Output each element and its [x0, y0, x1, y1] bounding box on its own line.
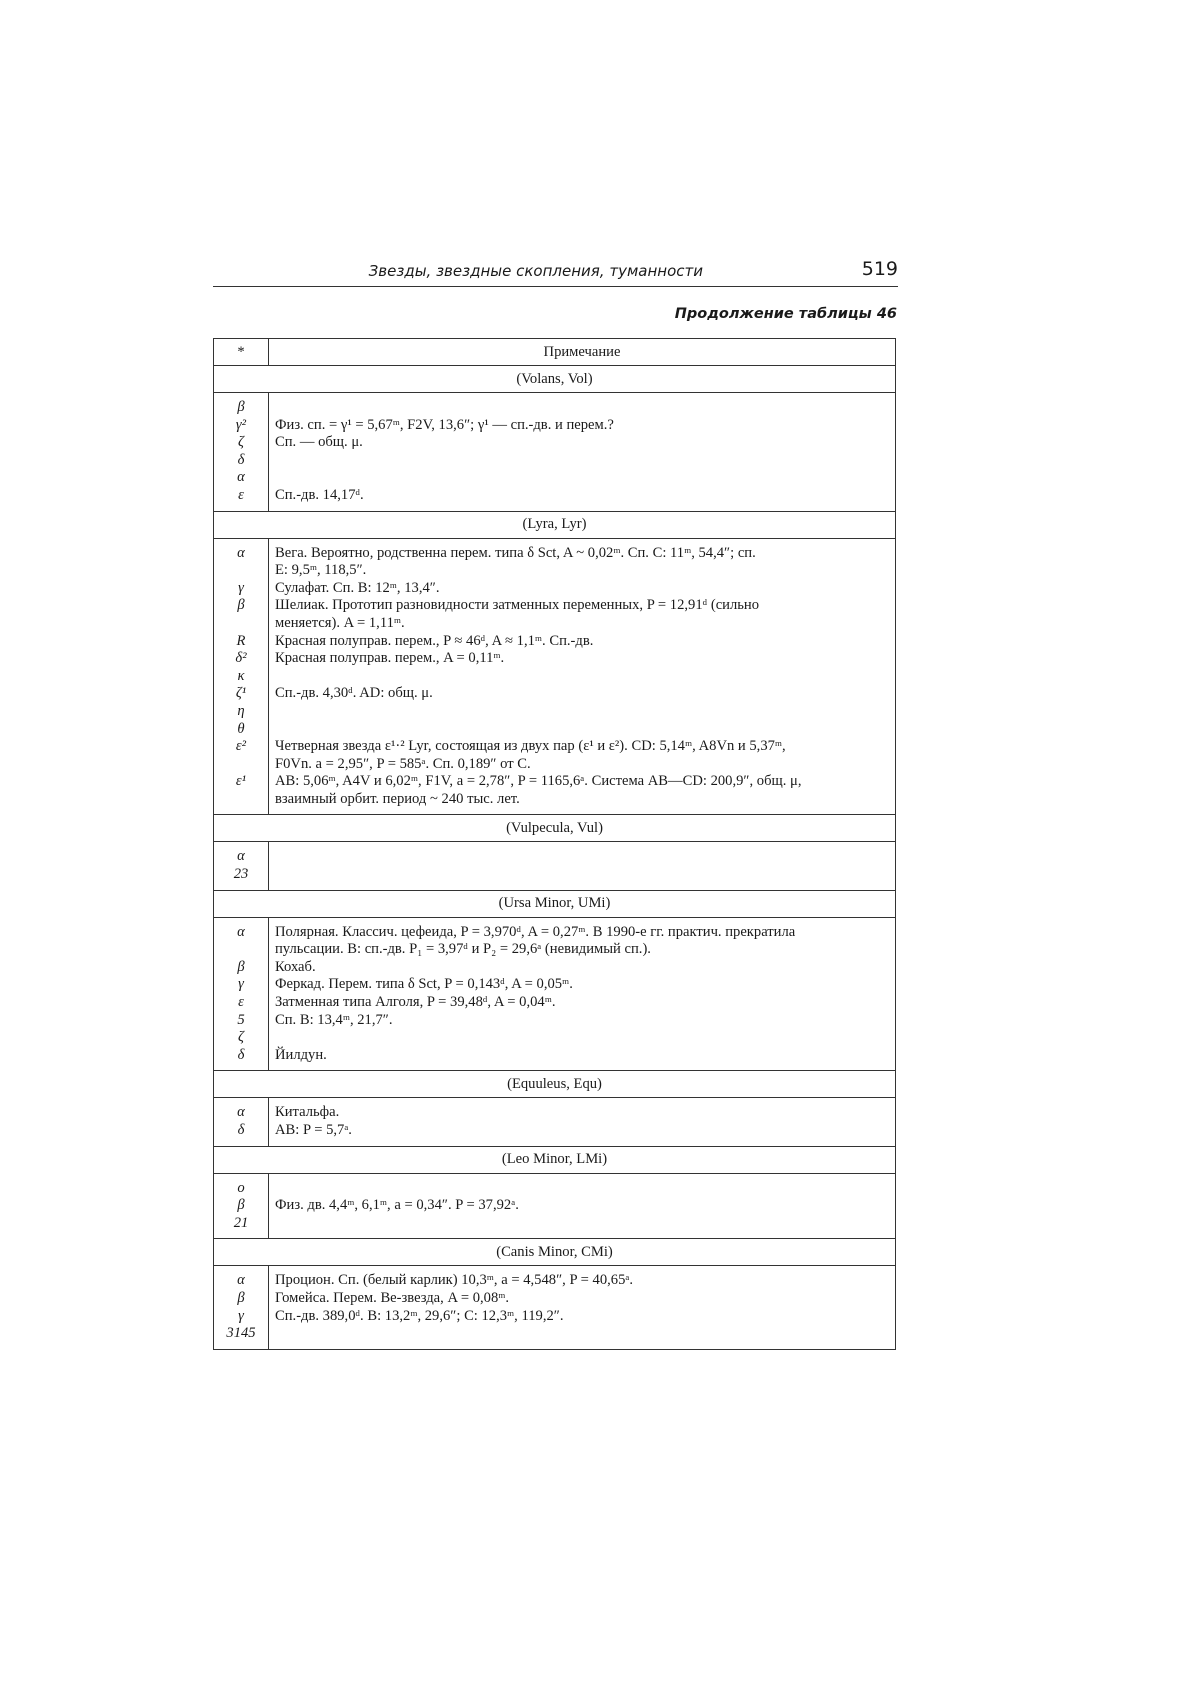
- star-designation: θ: [237, 720, 245, 737]
- star-column-cell: [214, 1173, 269, 1239]
- star-designation: α: [237, 923, 245, 940]
- star-designation: ε: [238, 994, 244, 1011]
- running-head-title: Звезды, звездные скопления, туманности: [368, 262, 703, 280]
- star-note: [269, 1215, 895, 1233]
- star-note: AB: 5,06ᵐ, A4V и 6,02ᵐ, F1V, a = 2,78″, P = 1165,6ᵃ. Система AB—CD: 200,9″, общ. μ,: [275, 773, 802, 790]
- star-designation: γ: [238, 579, 244, 596]
- constellation-header-row: [214, 511, 896, 538]
- star-designation: γ: [238, 976, 244, 993]
- star-column-cell: [214, 538, 269, 815]
- constellation-title: (Lyra, Lyr): [214, 511, 896, 538]
- star-note: Физ. сп. = γ¹ = 5,67ᵐ, F2V, 13,6″; γ¹ — сп.-дв. и перем.?: [275, 416, 614, 433]
- star-note: меняется). A = 1,11ᵐ.: [275, 614, 405, 631]
- star-designation: ε²: [235, 738, 247, 755]
- star-designation: o: [237, 1179, 245, 1196]
- constellation-body-row: [214, 538, 896, 815]
- star-designation: ε: [238, 486, 244, 503]
- star-designation: α: [237, 1272, 245, 1289]
- table-body: [214, 366, 896, 1350]
- star-note: Гомейса. Перем. Be-звезда, A = 0,08ᵐ.: [275, 1289, 510, 1306]
- note-column-cell: [269, 1266, 896, 1349]
- star-note: Китальфа.: [275, 1104, 340, 1121]
- star-note: пульсации. B: сп.-дв. P₁ = 3,97ᵈ и P₂ = 29,6ᵃ (невидимый сп.).: [275, 941, 651, 958]
- star-designation: β: [237, 1289, 245, 1306]
- constellation-header-row: [214, 1071, 896, 1098]
- star-note: [269, 469, 895, 487]
- constellation-header-row: [214, 366, 896, 393]
- star-column-cell: [214, 842, 269, 890]
- star-column-cell: [214, 1098, 269, 1146]
- star-designation: δ: [237, 451, 245, 468]
- star-designation: γ²: [235, 416, 247, 433]
- star-designation: 3145: [226, 1325, 256, 1342]
- star-designation: η: [237, 702, 245, 719]
- star-note: [269, 1180, 895, 1198]
- star-designation: [214, 791, 268, 809]
- column-header-note: Примечание: [269, 339, 896, 366]
- star-note: Сп. — общ. μ.: [275, 434, 363, 451]
- star-note: Сп.-дв. 389,0ᵈ. B: 13,2ᵐ, 29,6″; C: 12,3ᵐ, 119,2″.: [275, 1307, 564, 1324]
- star-designation: β: [237, 1197, 245, 1214]
- page-number: 519: [861, 258, 898, 280]
- star-note: F0Vn. a = 2,95″, P = 585ᵃ. Сп. 0,189″ от C.: [275, 755, 531, 772]
- constellation-body-row: [214, 917, 896, 1071]
- star-note: Феркад. Перем. типа δ Sct, P = 0,143ᵈ, A = 0,05ᵐ.: [275, 976, 573, 993]
- running-head: [213, 258, 898, 287]
- star-notes-table: [213, 338, 896, 1350]
- star-note: Четверная звезда ε¹·² Lyr, состоящая из двух пар (ε¹ и ε²). CD: 5,14ᵐ, A8Vn и 5,37ᵐ,: [275, 738, 786, 755]
- constellation-header-row: [214, 1239, 896, 1266]
- star-note: Физ. дв. 4,4ᵐ, 6,1ᵐ, a = 0,34″. P = 37,92ᵃ.: [275, 1197, 519, 1214]
- star-designation: α: [237, 848, 245, 865]
- star-note: E: 9,5ᵐ, 118,5″.: [275, 562, 367, 579]
- star-designation: 5: [237, 1011, 245, 1028]
- star-note: Вега. Вероятно, родственна перем. типа δ Sct, A ~ 0,02ᵐ. Сп. C: 11ᵐ, 54,4″; сп.: [275, 544, 756, 561]
- note-column-cell: [269, 1173, 896, 1239]
- star-note: Сулафат. Сп. B: 12ᵐ, 13,4″.: [275, 579, 440, 596]
- star-note: Сп.-дв. 4,30ᵈ. AD: общ. μ.: [275, 685, 433, 702]
- star-note: [269, 703, 895, 721]
- star-note: [269, 1325, 895, 1343]
- column-header-star: *: [214, 339, 269, 366]
- constellation-body-row: [214, 1098, 896, 1146]
- constellation-body-row: [214, 393, 896, 512]
- star-note: Красная полуправ. перем., P ≈ 46ᵈ, A ≈ 1,1ᵐ. Сп.-дв.: [275, 632, 594, 649]
- constellation-header-row: [214, 890, 896, 917]
- star-designation: α: [237, 1104, 245, 1121]
- star-designation: [214, 756, 268, 774]
- star-designation: 21: [233, 1214, 249, 1231]
- star-designation: δ: [237, 1122, 245, 1138]
- star-designation: 23: [233, 866, 249, 883]
- constellation-title: (Equuleus, Equ): [214, 1071, 896, 1098]
- star-designation: κ: [237, 667, 245, 684]
- constellation-title: (Volans, Vol): [214, 366, 896, 393]
- star-note: [269, 866, 895, 884]
- star-note: Кохаб.: [275, 958, 316, 975]
- star-designation: β: [237, 399, 245, 415]
- star-designation: α: [237, 544, 245, 561]
- note-column-cell: [269, 393, 896, 512]
- star-note: [269, 399, 895, 417]
- constellation-header-row: [214, 1146, 896, 1173]
- star-designation: β: [237, 958, 245, 975]
- star-note: [269, 1029, 895, 1047]
- table-continuation-label: Продолжение таблицы 46: [674, 306, 897, 322]
- star-designation: α: [237, 469, 245, 486]
- star-note: Сп.-дв. 14,17ᵈ.: [275, 486, 364, 503]
- note-column-cell: [269, 1098, 896, 1146]
- star-note: Йилдун.: [275, 1046, 327, 1063]
- star-column-cell: [214, 393, 269, 512]
- note-column-cell: [269, 842, 896, 890]
- star-note: [269, 668, 895, 686]
- star-note: Красная полуправ. перем., A = 0,11ᵐ.: [275, 650, 505, 667]
- star-designation: δ²: [235, 650, 247, 667]
- star-note: [269, 721, 895, 739]
- constellation-title: (Vulpecula, Vul): [214, 815, 896, 842]
- constellation-body-row: [214, 842, 896, 890]
- star-note: Полярная. Классич. цефеида, P = 3,970ᵈ, A = 0,27ᵐ. В 1990-е гг. практич. прекратила: [275, 923, 796, 940]
- star-designation: ζ: [238, 1029, 244, 1046]
- star-designation: [214, 562, 268, 580]
- constellation-body-row: [214, 1173, 896, 1239]
- star-note: [269, 452, 895, 470]
- star-designation: ζ: [238, 434, 244, 451]
- constellation-title: (Ursa Minor, UMi): [214, 890, 896, 917]
- star-note: взаимный орбит. период ~ 240 тыс. лет.: [275, 790, 520, 807]
- table-header-row: [214, 339, 896, 366]
- constellation-body-row: [214, 1266, 896, 1349]
- star-note: Процион. Сп. (белый карлик) 10,3ᵐ, a = 4,548″, P = 40,65ᵃ.: [275, 1272, 634, 1289]
- note-column-cell: [269, 917, 896, 1071]
- star-designation: γ: [238, 1307, 244, 1324]
- constellation-title: (Canis Minor, CMi): [214, 1239, 896, 1266]
- star-note: [269, 848, 895, 866]
- star-designation: R: [236, 632, 246, 649]
- star-designation: [214, 615, 268, 633]
- note-column-cell: [269, 538, 896, 815]
- star-designation: [214, 941, 268, 959]
- star-column-cell: [214, 1266, 269, 1349]
- star-designation: ε¹: [235, 773, 247, 790]
- constellation-header-row: [214, 815, 896, 842]
- star-designation: δ: [237, 1046, 245, 1063]
- star-designation: β: [237, 597, 245, 614]
- constellation-title: (Leo Minor, LMi): [214, 1146, 896, 1173]
- star-column-cell: [214, 917, 269, 1071]
- star-note: Затменная типа Алголя, P = 39,48ᵈ, A = 0,04ᵐ.: [275, 994, 556, 1011]
- star-note: AB: P = 5,7ᵃ.: [275, 1122, 352, 1138]
- star-note: Шелиак. Прототип разновидности затменных переменных, P = 12,91ᵈ (сильно: [275, 597, 760, 614]
- star-designation: ζ¹: [235, 685, 247, 702]
- star-note: Сп. B: 13,4ᵐ, 21,7″.: [275, 1011, 393, 1028]
